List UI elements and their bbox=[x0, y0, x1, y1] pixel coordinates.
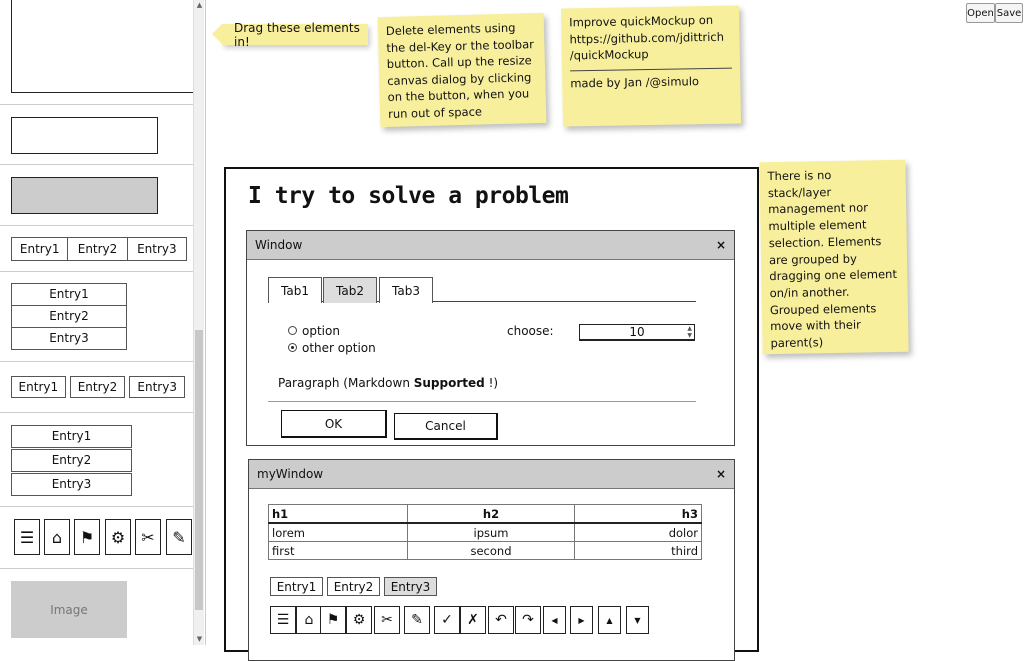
palette-divider bbox=[0, 271, 193, 272]
home-icon[interactable]: ⌂ bbox=[44, 519, 70, 555]
list-item[interactable]: Entry2 bbox=[12, 306, 126, 328]
palette-divider bbox=[0, 506, 193, 507]
palette-text-input[interactable] bbox=[11, 117, 158, 154]
table-header[interactable]: h1 bbox=[269, 505, 408, 524]
paragraph-text: Paragraph (Markdown bbox=[278, 376, 414, 390]
palette-divider bbox=[0, 412, 193, 413]
table-row[interactable] bbox=[269, 542, 702, 560]
note-text: There is no stack/layer management nor multiple element selection. Elements are grouped by dragging one element on/in another. Grouped elements move with their parent(s) bbox=[767, 168, 898, 351]
scissors-icon[interactable]: ✂ bbox=[374, 606, 400, 634]
menu-icon[interactable]: ☰ bbox=[270, 606, 296, 634]
number-stepper[interactable] bbox=[579, 324, 695, 341]
save-button[interactable]: Save bbox=[995, 3, 1023, 23]
palette-divider bbox=[0, 164, 193, 165]
note-delete[interactable] bbox=[378, 13, 547, 127]
gear-icon[interactable]: ⚙ bbox=[346, 606, 372, 634]
table-cell: lorem bbox=[269, 523, 408, 542]
undo-icon[interactable]: ↶ bbox=[488, 606, 514, 634]
scroll-down-icon[interactable]: ▼ bbox=[196, 635, 203, 643]
home-icon[interactable]: ⌂ bbox=[296, 606, 322, 634]
table-header[interactable]: h2 bbox=[408, 505, 575, 524]
table-row[interactable] bbox=[269, 523, 702, 542]
palette-segmented-control[interactable] bbox=[11, 237, 187, 261]
window-title: myWindow bbox=[257, 467, 324, 481]
redo-icon[interactable]: ↷ bbox=[515, 606, 541, 634]
radio-selected-icon[interactable] bbox=[288, 343, 297, 352]
tab-3[interactable]: Tab3 bbox=[379, 277, 433, 303]
ok-button[interactable]: OK bbox=[281, 410, 387, 438]
cancel-button[interactable]: Cancel bbox=[394, 413, 498, 440]
window-title: Window bbox=[255, 238, 303, 252]
segment[interactable]: Entry1 bbox=[12, 238, 68, 260]
note-link[interactable]: /quickMockup bbox=[569, 47, 649, 63]
stepper-value: 10 bbox=[629, 325, 645, 339]
right-arrow-icon[interactable]: ▶ bbox=[570, 606, 593, 634]
paragraph[interactable] bbox=[278, 376, 498, 390]
segment[interactable]: Entry3 bbox=[129, 376, 185, 398]
close-icon[interactable]: × bbox=[715, 467, 726, 481]
table-cell: dolor bbox=[575, 523, 702, 542]
segment-selected[interactable]: Entry3 bbox=[384, 577, 437, 596]
segment[interactable]: Entry1 bbox=[11, 376, 66, 398]
segment[interactable]: Entry1 bbox=[270, 577, 323, 596]
note-drag-in[interactable] bbox=[222, 20, 368, 49]
note-no-stack[interactable] bbox=[759, 160, 908, 355]
tab-1[interactable]: Tab1 bbox=[268, 277, 322, 303]
pencil-icon[interactable]: ✎ bbox=[166, 519, 192, 555]
note-text: Drag these elements in! bbox=[234, 20, 360, 49]
flag-icon[interactable]: ⚑ bbox=[320, 606, 346, 634]
palette-gray-box[interactable] bbox=[11, 177, 158, 214]
up-arrow-icon[interactable]: ▲ bbox=[598, 606, 621, 634]
radio-option[interactable] bbox=[288, 324, 340, 338]
palette-stacked-buttons[interactable] bbox=[11, 425, 132, 496]
palette-divider bbox=[0, 225, 193, 226]
tab-2[interactable]: Tab2 bbox=[323, 277, 377, 303]
element-palette bbox=[0, 0, 193, 645]
open-button[interactable]: Open bbox=[966, 3, 995, 23]
table-cell: ipsum bbox=[408, 523, 575, 542]
canvas-border bbox=[205, 0, 206, 645]
radio-icon[interactable] bbox=[288, 326, 297, 335]
table-cell: third bbox=[575, 542, 702, 560]
palette-divider bbox=[0, 361, 193, 362]
table-cell: second bbox=[408, 542, 575, 560]
window-titlebar[interactable] bbox=[247, 231, 734, 260]
scissors-icon[interactable]: ✂ bbox=[135, 519, 161, 555]
gear-icon[interactable]: ⚙ bbox=[105, 519, 131, 555]
palette-textarea[interactable] bbox=[11, 0, 194, 93]
choose-label: choose: bbox=[507, 324, 554, 338]
flag-icon[interactable]: ⚑ bbox=[74, 519, 100, 555]
window-divider bbox=[268, 401, 696, 402]
image-label: Image bbox=[50, 602, 88, 617]
paragraph-bold: Supported bbox=[413, 376, 485, 390]
table-header-row bbox=[269, 505, 702, 524]
list-item[interactable]: Entry1 bbox=[12, 284, 126, 306]
scroll-up-icon[interactable]: ▲ bbox=[196, 1, 203, 9]
x-icon[interactable]: ✗ bbox=[460, 606, 486, 634]
note-separator bbox=[570, 67, 732, 71]
list-item[interactable]: Entry3 bbox=[11, 473, 132, 496]
page-title[interactable]: I try to solve a problem bbox=[248, 183, 569, 209]
palette-vertical-list[interactable] bbox=[11, 283, 127, 350]
note-link[interactable]: https://github.com/jdittrich bbox=[569, 29, 725, 46]
palette-divider bbox=[0, 568, 193, 569]
radio-label: option bbox=[302, 324, 340, 338]
data-table[interactable] bbox=[268, 504, 702, 560]
list-item[interactable]: Entry3 bbox=[49, 331, 89, 345]
check-icon[interactable]: ✓ bbox=[434, 606, 460, 634]
window-titlebar[interactable] bbox=[249, 460, 734, 489]
left-arrow-icon[interactable]: ◀ bbox=[543, 606, 566, 634]
palette-button-group[interactable] bbox=[11, 376, 185, 398]
note-improve[interactable] bbox=[561, 5, 741, 126]
note-text: Delete elements using the del-Key or the toolbar button. Call up the resize canvas dialog by clicking on the button, when you run out of space bbox=[385, 20, 535, 121]
close-icon[interactable]: × bbox=[715, 238, 726, 252]
note-text: made by Jan /@simulo bbox=[570, 73, 700, 90]
segment[interactable]: Entry3 bbox=[137, 242, 177, 256]
list-item[interactable]: Entry2 bbox=[11, 449, 132, 472]
palette-divider bbox=[0, 104, 193, 105]
pencil-icon[interactable]: ✎ bbox=[404, 606, 430, 634]
scrollbar-thumb[interactable] bbox=[195, 330, 203, 610]
note-text: Improve quickMockup on bbox=[569, 12, 714, 30]
radio-label: other option bbox=[302, 341, 376, 355]
menu-icon[interactable]: ☰ bbox=[14, 519, 40, 555]
segment[interactable]: Entry2 bbox=[327, 577, 380, 596]
down-arrow-icon[interactable]: ▼ bbox=[626, 606, 649, 634]
segment[interactable]: Entry2 bbox=[68, 238, 127, 260]
list-item[interactable]: Entry1 bbox=[11, 425, 132, 448]
stepper-arrows-icon[interactable]: ▲ ▼ bbox=[687, 325, 692, 339]
segment[interactable]: Entry2 bbox=[70, 376, 126, 398]
table-cell: first bbox=[269, 542, 408, 560]
palette-scrollbar[interactable] bbox=[193, 0, 204, 645]
paragraph-text: !) bbox=[484, 376, 499, 390]
radio-other-option[interactable] bbox=[288, 341, 376, 355]
segmented-control[interactable] bbox=[270, 577, 437, 596]
table-header[interactable]: h3 bbox=[575, 505, 702, 524]
palette-image-placeholder[interactable] bbox=[11, 581, 127, 638]
